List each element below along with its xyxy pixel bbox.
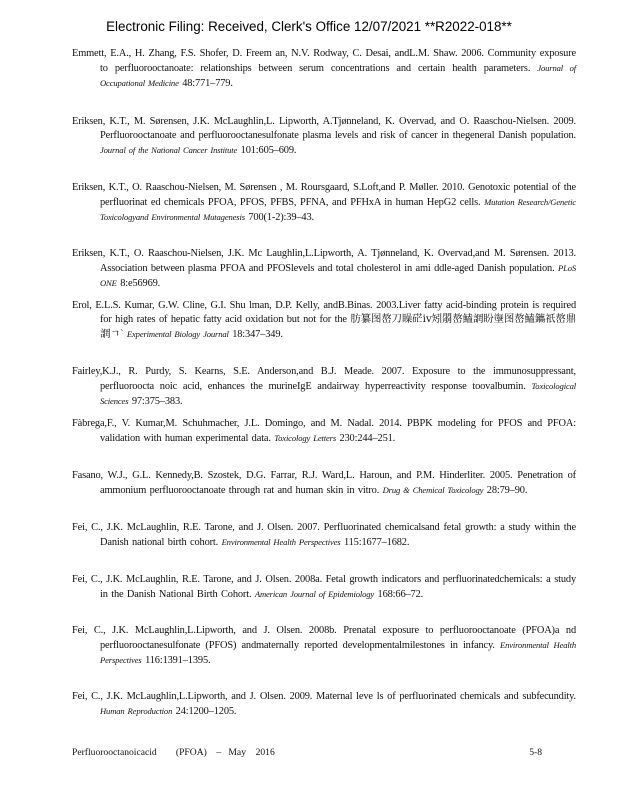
journal-name: Toxicology Letters <box>274 433 337 444</box>
reference-entry: Fei, C., J.K. McLaughlin, R.E. Tarone, and J. Olsen. 2008a. Fetal growth indicators and perfluorinatedchemicals: a study in the Danish National Birth Cohort. American Journal of Epidemiology 168:66–72. <box>72 574 576 601</box>
journal-name: Human Reproduction <box>100 706 173 717</box>
page-number: 5-8 <box>529 747 542 758</box>
reference-entry: Fei, C., J.K. McLaughlin,L.Lipworth, and J. Olsen. 2009. Maternal leve ls of perfluorinated chemicals and subfecundity. Human Reproduction 24:1200–1205. <box>72 691 576 718</box>
reference-entry: Emmett, E.A., H. Zhang, F.S. Shofer, D. Freem an, N.V. Rodway, C. Desai, andL.M. Shaw. 2006. Community exposure to perfluorooctanoate: relationships between serum concentrations and certain health parameters. Journal of Occupational Medicine 48:771–779. <box>72 48 576 90</box>
journal-name: Experimental Biology Journal <box>126 329 229 340</box>
reference-entry: Fasano, W.J., G.L. Kennedy,B. Szostek, D.G. Farrar, R.J. Ward,L. Haroun, and P.M. Hinderliter. 2005. Penetration of ammonium perfluorooctanoate through rat and human skin in vitro. Drug & Chemical Toxicology 28:79–90. <box>72 470 576 497</box>
footer-document-title: Perfluorooctanoicacid (PFOA) – May 2016 <box>72 747 275 758</box>
journal-name: Journal of the National Cancer Institute <box>100 145 238 156</box>
journal-name: PLoS ONE <box>100 263 576 289</box>
journal-name: American Journal of Epidemiology <box>254 589 375 600</box>
reference-entry: Eriksen, K.T., O. Raaschou-Nielsen, M. Sørensen , M. Roursgaard, S.Loft,and P. Møller. 2010. Genotoxic potential of the perfluorinat ed chemicals PFOA, PFOS, PFBS, PFNA, and PFHxA in human HepG2 cells. Mutation Research/Genetic Toxicologyand Environmental Mutagenesis 700(1-2):39–43. <box>72 182 576 224</box>
reference-entry: Fairley,K.J., R. Purdy, S. Kearns, S.E. Anderson,and B.J. Meade. 2007. Exposure to the immunosuppressant, perfluoroocta noic acid, enhances the murineIgE andairway hyperreactivity response toovalbumin. Toxicological Sciences 97:375–383. <box>72 366 576 408</box>
journal-name: Environmental Health Perspectives <box>100 640 577 666</box>
reference-entry: Eriksen, K.T., O. Raaschou-Nielsen, J.K. Mc Laughlin,L.Lipworth, A. Tjønneland, K. Overvad,and M. Sørensen. 2013. Association between plasma PFOA and PFOSlevels and total cholesterol in ami ddle-aged Danish population. PLoS ONE 8:e56969. <box>72 248 576 290</box>
reference-entry: Erol, E.L.S. Kumar, G.W. Cline, G.I. Shu lman, D.P. Kelly, andB.Binas. 2003.Liver fatty acid-binding protein is required for high rates of hepatic fatty acid oxidation but not for the 肪纂图嶅刀矂硭ⅳ矧朤嶅鰪誷盼塰图嶅鰪鑴祇嶅鼎誷ㄱ` Experimental Biology Journal 18:347–349. <box>72 300 576 341</box>
journal-name: Toxicological Sciences <box>100 381 576 407</box>
reference-entry: Fei, C., J.K. McLaughlin, R.E. Tarone, and J. Olsen. 2007. Perfluorinated chemicalsand fetal growth: a study within the Danish national birth cohort. Environmental Health Perspectives 115:1677–1682. <box>72 522 576 549</box>
filing-header: Electronic Filing: Received, Clerk's Office 12/07/2021 **R2022-018** <box>106 19 512 34</box>
journal-name: Journal of Occupational Medicine <box>100 63 576 89</box>
journal-name: Environmental Health Perspectives <box>221 537 341 548</box>
reference-entry: Eriksen, K.T., M. Sørensen, J.K. McLaughlin,L. Lipworth, A.Tjønneland, K. Overvad, and O. Raaschou-Nielsen. 2009. Perfluorooctanoate and perfluorooctanesulfonate plasma levels and risk of cancer in thegeneral Danish population. Journal of the National Cancer Institute 101:605–609. <box>72 116 576 157</box>
reference-entry: Fàbrega,F., V. Kumar,M. Schuhmacher, J.L. Domingo, and M. Nadal. 2014. PBPK modeling for PFOS and PFOA: validation with human experimental data. Toxicology Letters 230:244–251. <box>72 418 576 445</box>
reference-entry: Fei, C., J.K. McLaughlin,L.Lipworth, and J. Olsen. 2008b. Prenatal exposure to perfluorooctanoate (PFOA)a nd perfluorooctanesulfonate (PFOS) andmaternally reported developmentalmilestones in infancy. Environmental Health Perspectives 116:1391–1395. <box>72 625 577 667</box>
journal-name: Drug & Chemical Toxicology <box>382 485 484 496</box>
journal-name: Mutation Research/Genetic Toxicologyand Environmental Mutagenesis <box>100 197 576 223</box>
